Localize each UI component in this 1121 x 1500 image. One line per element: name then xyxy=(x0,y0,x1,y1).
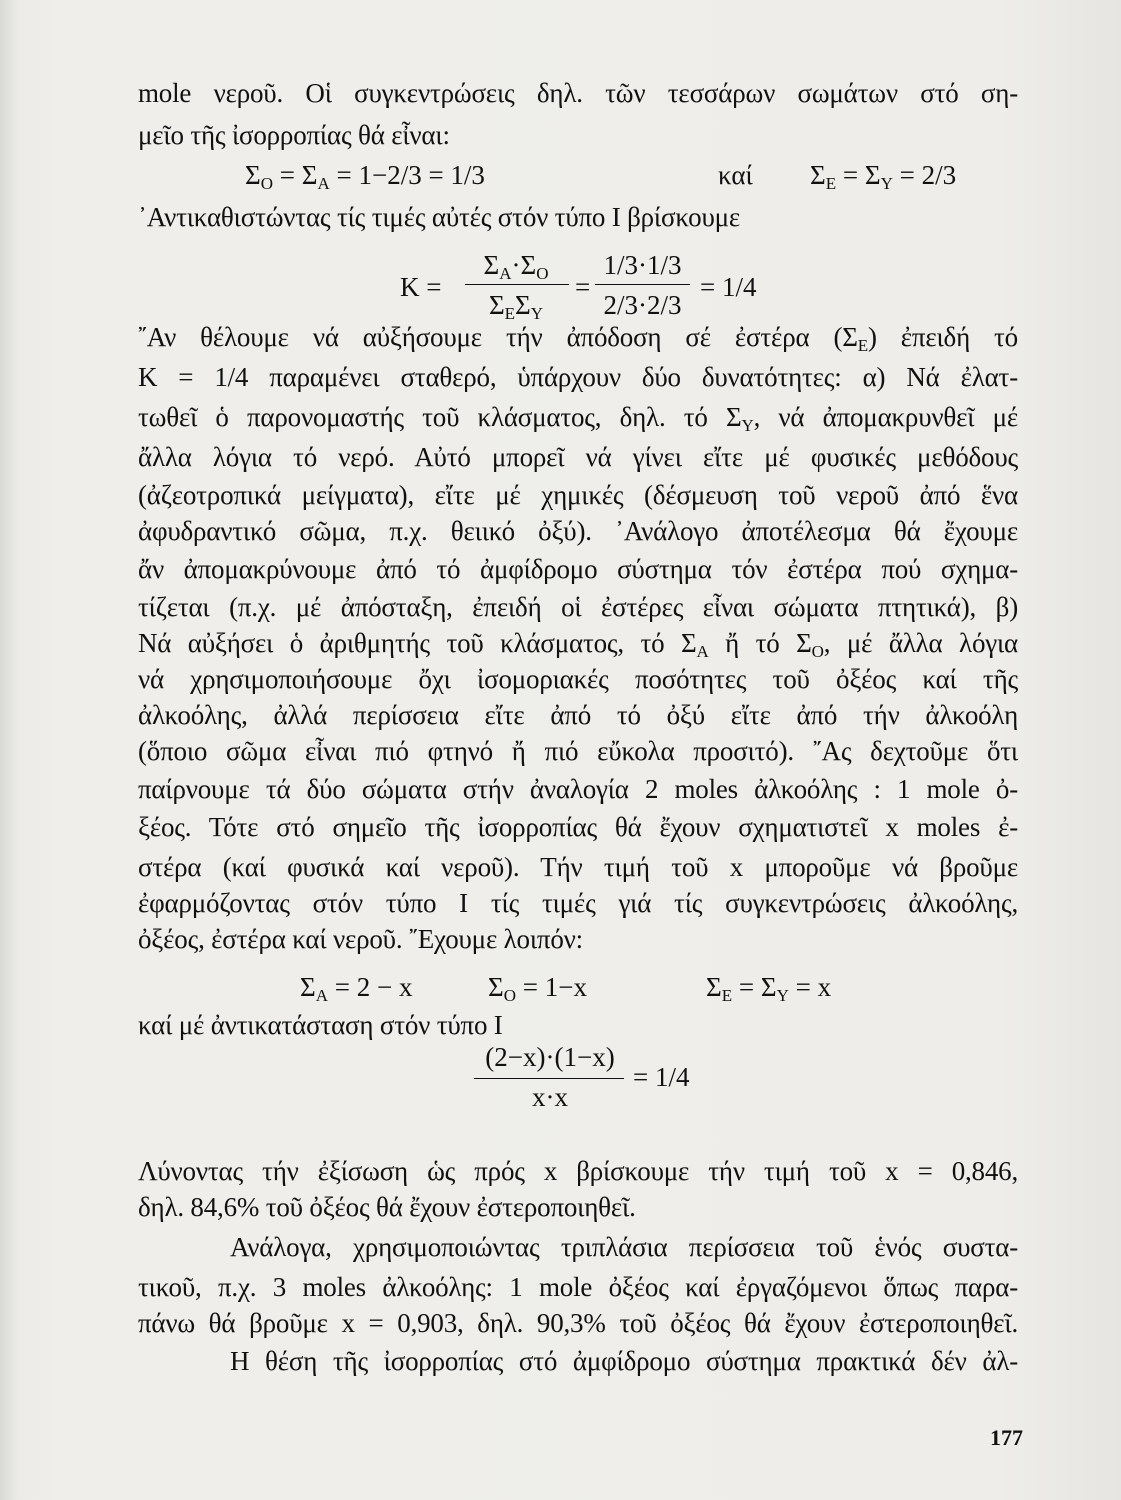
text-line: ῎Αν θέλουμε νά αὐξήσουμε τήν ἀπόδοση σέ ἐστέρα $(\Sigma_E)$ ἐπειδή τό xyxy=(138,322,1018,355)
equation-sigma-e: $\Sigma_E = \Sigma_Y = x$ xyxy=(706,972,832,1005)
k-label: K = xyxy=(400,272,442,302)
fraction-result: = 1/4 xyxy=(633,1062,690,1092)
fraction-denominator: $\Sigma_E\Sigma_Y$ xyxy=(488,290,544,323)
text-line: ξέος. Τότε στό σημεῖο τῆς ἰσορροπίας θά ἔχουν σχηματιστεῖ x moles ἐ- xyxy=(138,812,1018,842)
fraction-bar xyxy=(595,284,690,285)
equals-sign: = xyxy=(575,272,591,302)
fraction-result: = 1/4 xyxy=(700,272,757,302)
text-line: τωθεῖ ὁ παρονομαστής τοῦ κλάσματος, δηλ. τό $\Sigma_Y$, νά ἀπομακρυνθεῖ μέ xyxy=(138,402,1019,435)
text-line: K = 1/4 παραμένει σταθερό, ὑπάρχουν δύο δυνατότητες: α) Νά ἐλατ- xyxy=(138,362,1018,392)
text-line: νά χρησιμοποιήσουμε ὄχι ἰσομοριακές ποσότητες τοῦ ὀξέος καί τῆς xyxy=(138,664,1018,694)
text-line: μεῖο τῆς ἰσορροπίας θά εἶναι: xyxy=(138,120,450,150)
text-line: παίρνουμε τά δύο σώματα στήν ἀναλογία 2 moles ἀλκοόλης : 1 mole ὀ- xyxy=(138,774,1018,804)
fraction-bar xyxy=(465,284,569,285)
text-line: (ὅποιο σῶμα εἶναι πιό φτηνό ἤ πιό εὔκολα προσιτό). ῎Ας δεχτοῦμε ὅτι xyxy=(138,736,1018,766)
text-line: mole νεροῦ. Οἱ συγκεντρώσεις δηλ. τῶν τεσσάρων σωμάτων στό ση- xyxy=(138,78,1018,108)
fraction-numerator-value: 1/3·1/3 xyxy=(603,250,682,280)
text-line: Η θέση τῆς ἰσορροπίας στό ἀμφίδρομο σύστημα πρακτικά δέν ἀλ- xyxy=(230,1346,1018,1376)
text-line: ὀξέος, ἐστέρα καί νεροῦ. ῎Εχουμε λοιπόν: xyxy=(138,924,583,954)
equation-sigma-a: $\Sigma_A = 2 - x$ xyxy=(300,972,413,1005)
equation-concentrations: $\Sigma_O = \Sigma_A = 1-2/3 = 1/3$ xyxy=(245,160,485,193)
text-line: στέρα (καί φυσικά καί νεροῦ). Τήν τιμή τοῦ x μποροῦμε νά βροῦμε xyxy=(138,852,1018,882)
text-line: δηλ. 84,6% τοῦ ὀξέος θά ἔχουν ἐστεροποιηθεῖ. xyxy=(138,1192,636,1222)
text-line: ἀφυδραντικό σῶμα, π.χ. θειικό ὀξύ). ᾿Ανάλογο ἀποτέλεσμα θά ἔχουμε xyxy=(138,516,1018,546)
text-line: καί μέ ἀντικατάσταση στόν τύπο Ι xyxy=(138,1010,503,1040)
equation-conjunction: καί xyxy=(718,160,753,190)
fraction-denominator: x·x xyxy=(532,1082,568,1112)
text-line: ἀλκοόλης, ἀλλά περίσσεια εἴτε ἀπό τό ὀξύ εἴτε ἀπό τήν ἀλκοόλη xyxy=(138,700,1018,730)
equation-sigma-o: $\Sigma_O = 1-x$ xyxy=(488,972,587,1005)
text-line: πάνω θά βροῦμε x = 0,903, δηλ. 90,3% τοῦ ὀξέος θά ἔχουν ἐστεροποιηθεῖ. xyxy=(138,1308,1018,1338)
text-line: ᾿Αντικαθιστώντας τίς τιμές αὐτές στόν τύπο Ι βρίσκουμε xyxy=(138,202,741,232)
text-line: τικοῦ, π.χ. 3 moles ἀλκοόλης: 1 mole ὀξέος καί ἐργαζόμενοι ὅπως παρα- xyxy=(138,1272,1018,1302)
text-line: Νά αὐξήσει ὁ ἀριθμητής τοῦ κλάσματος, τό $\Sigma_A$ ἤ τό $\Sigma_O$, μέ ἄλλα λόγια xyxy=(138,628,1018,661)
text-line: Λύνοντας τήν ἐξίσωση ὡς πρός x βρίσκουμε τήν τιμή τοῦ x = 0,846, xyxy=(138,1156,1018,1186)
page-number: 177 xyxy=(990,1425,1023,1450)
text-line: ἄλλα λόγια τό νερό. Αὐτό μπορεῖ νά γίνει εἴτε μέ φυσικές μεθόδους xyxy=(138,442,1018,472)
text-line: (ἀζεοτροπικά μείγματα), εἴτε μέ χημικές (δέσμευση τοῦ νεροῦ ἀπό ἕνα xyxy=(138,480,1018,510)
text-line: Ανάλογα, χρησιμοποιώντας τριπλάσια περίσσεια τοῦ ἑνός συστα- xyxy=(230,1232,1018,1262)
fraction-denominator-value: 2/3·2/3 xyxy=(603,290,682,320)
fraction-bar xyxy=(474,1078,624,1079)
text-line: ἄν ἀπομακρύνουμε ἀπό τό ἀμφίδρομο σύστημα τόν ἐστέρα πού σχημα- xyxy=(138,554,1018,584)
text-line: ἐφαρμόζοντας στόν τύπο Ι τίς τιμές γιά τίς συγκεντρώσεις ἀλκοόλης, xyxy=(138,888,1018,918)
fraction-numerator: (2−x)·(1−x) xyxy=(485,1042,615,1072)
text-line: τίζεται (π.χ. μέ ἀπόσταξη, ἐπειδή οἱ ἐστέρες εἶναι σώματα πτητικά), β) xyxy=(138,592,1018,622)
fraction-numerator: $\Sigma_A\cdot\Sigma_O$ xyxy=(483,250,549,283)
equation-concentrations-products: $\Sigma_E = \Sigma_Y = 2/3$ xyxy=(810,160,957,193)
